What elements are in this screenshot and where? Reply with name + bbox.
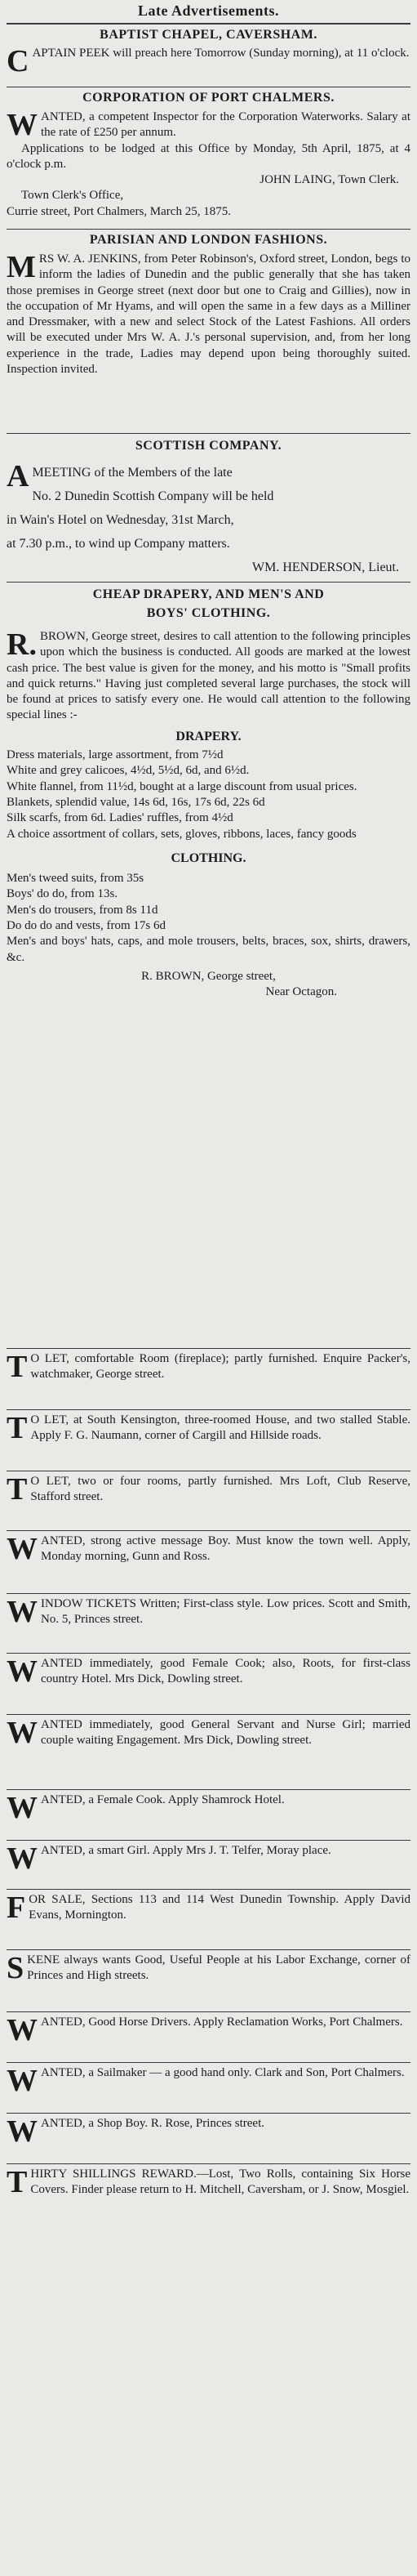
divider	[7, 1409, 410, 1410]
drapery-subhead: DRAPERY.	[175, 729, 242, 743]
small-ad	[7, 1791, 410, 1825]
baptist-ad	[7, 44, 410, 78]
small-ad-initial: W	[7, 2114, 38, 2149]
small-ad-text: ANTED, a Sailmaker — a good hand only. Clark and Son, Port Chalmers.	[41, 2066, 405, 2079]
page-title: Late Advertisements.	[138, 2, 279, 19]
small-ad-text: KENE always wants Good, Useful People at his Labor Exchange, corner of Princes and High streets.	[27, 1953, 410, 1983]
small-ad	[7, 2064, 410, 2098]
small-ad	[7, 1413, 410, 1444]
small-ad	[7, 1534, 410, 1565]
small-ad	[7, 1656, 410, 1688]
small-ad-text: ANTED, a smart Girl. Apply Mrs J. T. Telfer, Moray place.	[41, 1844, 331, 1857]
divider	[7, 2113, 410, 2114]
small-ad-text: O LET, at South Kensington, three-roomed House, and two stalled Stable. Apply F. G. Naumann, corner of Cargill and Hillside roads.	[30, 1413, 410, 1443]
baptist-body: APTAIN PEEK will preach here Tomorrow (Sunday morning), at 11 o'clock.	[32, 47, 410, 60]
chalmers-date: Currie street, Port Chalmers, March 25, 1875.	[7, 204, 231, 218]
clothing-item: Do do do and vests, from 17s 6d	[7, 919, 166, 933]
divider	[7, 229, 410, 230]
small-ad	[7, 1717, 410, 1749]
drapery-intro: BROWN, George street, desires to call attention to the following principles upon which the business is conducted. All goods are marked at the lowest cash price. The best value is given for the money, and his motto is "Small profits and quick returns." Having just completed several large purchases, the stock will be found at prices to satisfy every one. He would call attention to the following special lines :-	[7, 630, 410, 722]
scottish-initial: A	[7, 459, 29, 493]
scottish-signature: WM. HENDERSON, Lieut.	[252, 560, 399, 574]
chalmers-initial: W	[7, 108, 38, 142]
parisian-body: RS W. A. JENKINS, from Peter Robinson's, Oxford street, London, begs to inform the ladies of Dunedin and the public generally that she has taken those premises in George street (next door but one to Craig and Gillies), now in the occupation of Mr Hyams, and will open the same in a few days as a Milliner and Dressmaker, with a new and select Stock of the Latest Fashions. All orders will be executed under Mrs W. A. J.'s personal supervision, and, from her long experience in the trade, Ladies may depend upon being thoroughly suited. Inspection invited.	[7, 252, 410, 377]
divider	[7, 1348, 410, 1349]
small-ad-initial: W	[7, 1654, 38, 1689]
drapery-item: Dress materials, large assortment, from 7½d	[7, 748, 224, 762]
chalmers-body: ANTED, a competent Inspector for the Corporation Waterworks. Salary at the rate of £250 per annum.	[41, 110, 410, 140]
baptist-initial: C	[7, 44, 29, 78]
divider	[7, 1889, 410, 1890]
small-ad	[7, 1596, 410, 1628]
parisian-initial: M	[7, 250, 36, 284]
small-ad-text: O LET, comfortable Room (fireplace); partly furnished. Enquire Packer's, watchmaker, George street.	[30, 1352, 410, 1382]
drapery-ad	[7, 629, 410, 1001]
small-ad	[7, 1474, 410, 1506]
small-ad	[7, 1842, 410, 1876]
clothing-subhead: CLOTHING.	[171, 850, 246, 865]
small-ad-text: O LET, two or four rooms, partly furnished. Mrs Loft, Club Reserve, Stafford street.	[30, 1475, 410, 1504]
divider	[7, 2163, 410, 2164]
small-ad	[7, 1892, 410, 1924]
divider	[7, 1593, 410, 1594]
small-ad	[7, 1953, 410, 1984]
chalmers-office: Town Clerk's Office,	[21, 189, 124, 203]
scottish-line-2: No. 2 Dunedin Scottish Company will be held	[32, 489, 274, 503]
drapery-location: Near Octagon.	[265, 985, 337, 999]
divider	[7, 433, 410, 434]
small-ad-initial: T	[7, 1350, 28, 1384]
divider	[7, 1653, 410, 1654]
parisian-ad	[7, 252, 410, 377]
scottish-heading: SCOTTISH COMPANY.	[135, 439, 282, 453]
divider	[7, 1714, 410, 1715]
divider	[7, 1789, 410, 1790]
small-ad-text: OR SALE, Sections 113 and 114 West Dunedin Township. Apply David Evans, Mornington.	[29, 1893, 410, 1922]
small-ad-initial: W	[7, 1791, 38, 1825]
drapery-item: White and grey calicoes, 4½d, 5½d, 6d, and 6½d.	[7, 764, 250, 778]
small-ad-initial: T	[7, 1411, 28, 1445]
small-ad	[7, 2167, 410, 2199]
small-ad-initial: W	[7, 1716, 38, 1750]
small-ad	[7, 2013, 410, 2047]
chalmers-ad	[7, 109, 410, 220]
drapery-initial: R.	[7, 627, 37, 662]
small-ad	[7, 2114, 410, 2149]
clothing-item: Men's tweed suits, from 35s	[7, 872, 144, 886]
scottish-line-1: MEETING of the Members of the late	[32, 466, 233, 480]
small-ad-initial: W	[7, 2013, 38, 2047]
small-ad-text: ANTED, strong active message Boy. Must know the town well. Apply, Monday morning, Gunn and Ross.	[41, 1534, 410, 1564]
small-ad-initial: W	[7, 2064, 38, 2098]
small-ad-text: INDOW TICKETS Written; First-class style. Low prices. Scott and Smith, No. 5, Princes street.	[41, 1597, 410, 1627]
divider	[7, 2062, 410, 2063]
clothing-item: Men's do trousers, from 8s 11d	[7, 903, 158, 917]
chalmers-applications: Applications to be lodged at this Office by Monday, 5th April, 1875, at 4 o'clock p.m.	[7, 141, 410, 171]
divider	[7, 2011, 410, 2012]
divider	[7, 1530, 410, 1531]
divider	[7, 1840, 410, 1841]
small-ad-initial: W	[7, 1842, 38, 1876]
drapery-item: Blankets, splendid value, 14s 6d, 16s, 17s 6d, 22s 6d	[7, 795, 265, 809]
parisian-heading: PARISIAN AND LONDON FASHIONS.	[89, 233, 328, 247]
small-ad-text: ANTED, a Shop Boy. R. Rose, Princes street.	[41, 2117, 264, 2130]
small-ad-text: ANTED immediately, good Female Cook; also, Roots, for first-class country Hotel. Mrs Dick, Dowling street.	[41, 1657, 410, 1686]
small-ad-initial: T	[7, 2165, 28, 2199]
drapery-heading-2: BOYS' CLOTHING.	[146, 606, 271, 620]
small-ad-initial: T	[7, 1472, 28, 1507]
drapery-item: A choice assortment of collars, sets, gloves, ribbons, laces, fancy goods	[7, 827, 357, 841]
small-ad-text: ANTED immediately, good General Servant and Nurse Girl; married couple waiting Engagement. Mrs Dick, Dowling street.	[41, 1718, 410, 1748]
scottish-line-3: in Wain's Hotel on Wednesday, 31st March,	[7, 513, 234, 527]
chalmers-signature: JOHN LAING, Town Clerk.	[260, 173, 399, 187]
drapery-heading-1: CHEAP DRAPERY, AND MEN'S AND	[92, 587, 325, 601]
drapery-item: Silk scarfs, from 6d. Ladies' ruffles, from 4½d	[7, 811, 233, 825]
small-ad-initial: W	[7, 1595, 38, 1629]
clothing-item: Boys' do do, from 13s.	[7, 887, 118, 901]
small-ad-text: ANTED, Good Horse Drivers. Apply Reclamation Works, Port Chalmers.	[41, 2016, 403, 2029]
drapery-item: White flannel, from 11½d, bought at a large discount from usual prices.	[7, 779, 357, 793]
small-ad-initial: S	[7, 1951, 24, 1985]
small-ad-text: HIRTY SHILLINGS REWARD.—Lost, Two Rolls, containing Six Horse Covers. Finder please return to H. Mitchell, Caversham, or J. Snow, Mosgiel.	[30, 2168, 410, 2197]
divider	[7, 1949, 410, 1950]
drapery-signature: R. BROWN, George street,	[141, 969, 276, 983]
small-ad-text: ANTED, a Female Cook. Apply Shamrock Hotel.	[41, 1793, 285, 1806]
small-ad-initial: W	[7, 1532, 38, 1566]
small-ad	[7, 1351, 410, 1383]
clothing-item: Men's and boys' hats, caps, and mole trousers, belts, braces, sox, shirts, drawers, &c.	[7, 935, 410, 964]
divider	[7, 582, 410, 583]
baptist-heading: BAPTIST CHAPEL, CAVERSHAM.	[100, 28, 317, 42]
scottish-line-4: at 7.30 p.m., to wind up Company matters.	[7, 537, 230, 551]
scottish-ad	[7, 461, 410, 579]
chalmers-heading: CORPORATION OF PORT CHALMERS.	[82, 91, 335, 105]
small-ad-initial: F	[7, 1891, 26, 1925]
divider	[7, 23, 410, 25]
